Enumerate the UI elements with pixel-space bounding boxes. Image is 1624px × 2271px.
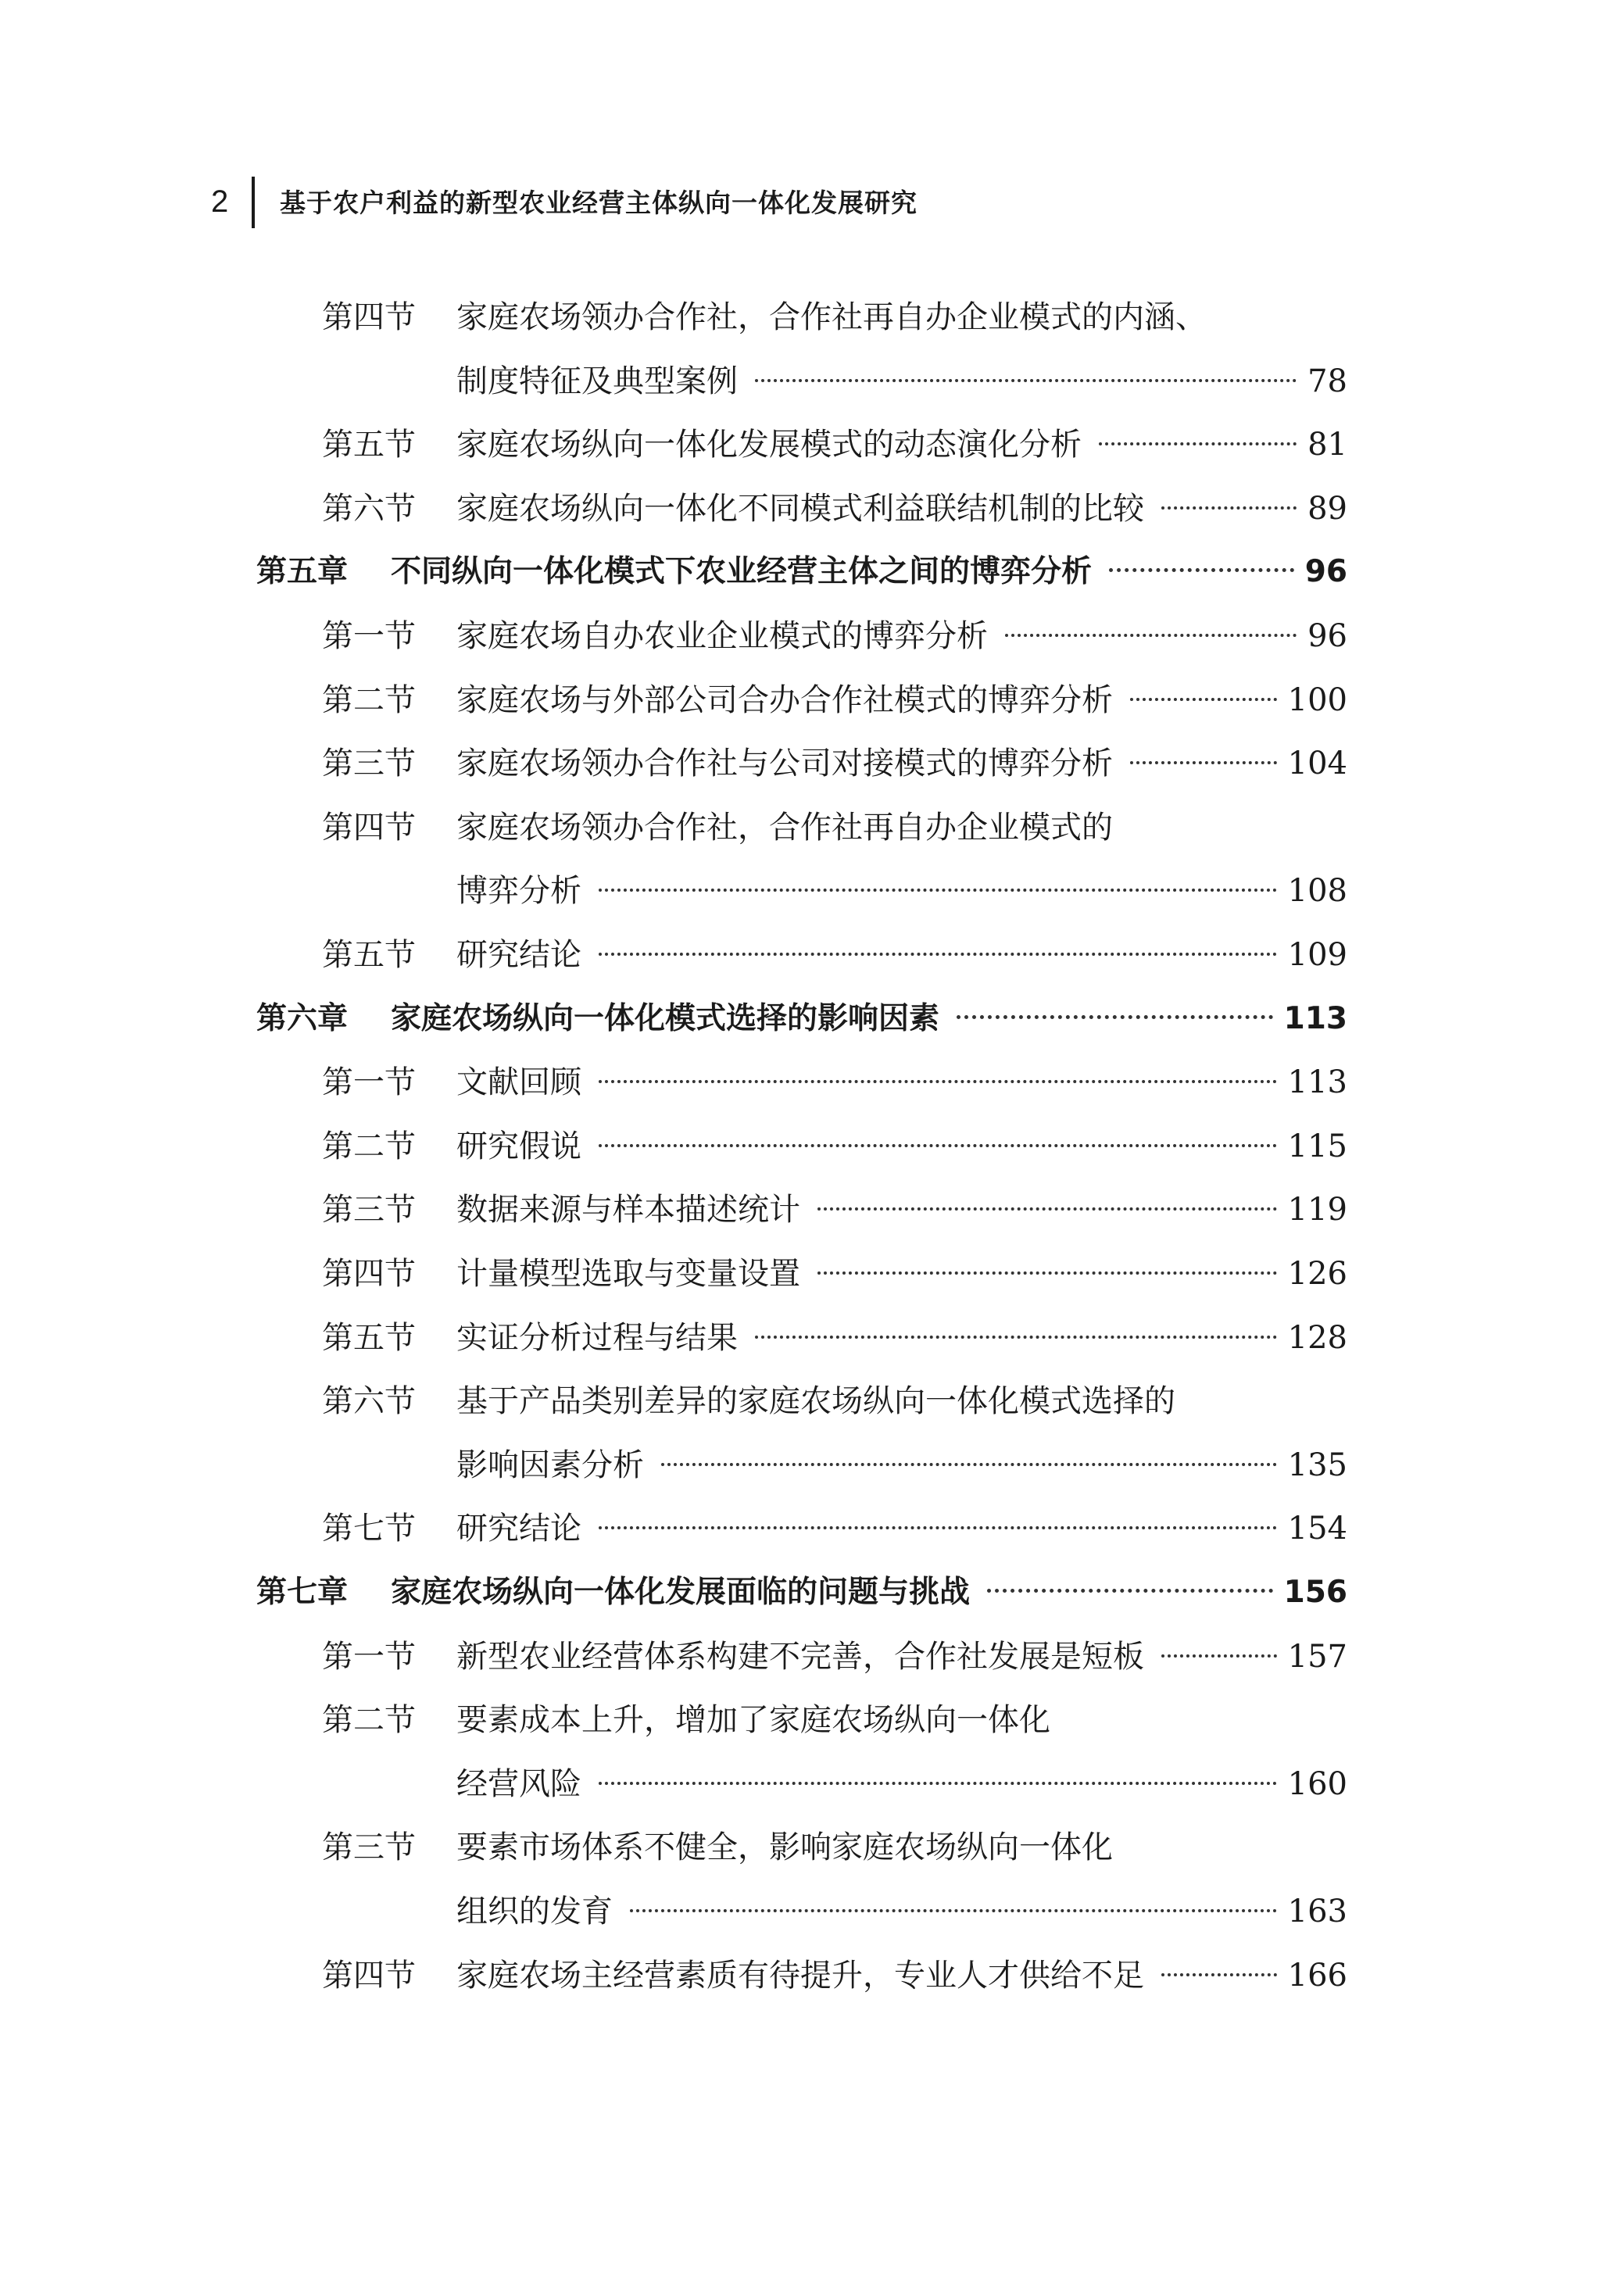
toc-section-entry[interactable] — [322, 1635, 1347, 1679]
section-label: 第六节 — [322, 1383, 416, 1419]
section-label: 第一节 — [322, 618, 416, 654]
entry-title: 文献回顾 — [456, 1064, 581, 1100]
dot-leader — [817, 1271, 1277, 1275]
entry-page-number: 115 — [1287, 1128, 1347, 1164]
entry-title: 新型农业经营体系构建不完善，合作社发展是短板 — [456, 1639, 1144, 1675]
dot-leader — [1161, 1654, 1277, 1658]
header-divider — [252, 177, 255, 228]
toc-entry-continuation[interactable] — [456, 359, 1347, 403]
entry-page-number: 81 — [1307, 427, 1347, 463]
entry-title: 基于产品类别差异的家庭农场纵向一体化模式选择的 — [456, 1383, 1175, 1419]
section-label: 第三节 — [322, 746, 416, 781]
entry-title: 实证分析过程与结果 — [456, 1320, 738, 1356]
entry-title: 不同纵向一体化模式下农业经营主体之间的博弈分析 — [391, 554, 1093, 589]
entry-page-number: 126 — [1287, 1256, 1347, 1292]
section-label: 第二节 — [322, 682, 416, 718]
dot-leader — [661, 1463, 1277, 1466]
toc-section-entry[interactable] — [322, 806, 1113, 849]
entry-title: 家庭农场纵向一体化不同模式利益联结机制的比较 — [456, 491, 1144, 527]
entry-title: 研究结论 — [456, 1511, 581, 1547]
chapter-label: 第七章 — [256, 1575, 349, 1610]
section-label: 第三节 — [322, 1829, 416, 1865]
toc-section-entry[interactable] — [322, 1188, 1347, 1232]
dot-leader — [599, 1144, 1277, 1147]
toc-section-entry[interactable] — [322, 1125, 1347, 1168]
dot-leader — [1161, 506, 1297, 510]
entry-page-number: 89 — [1307, 491, 1347, 527]
page-number: 2 — [211, 184, 229, 219]
entry-title: 博弈分析 — [456, 873, 581, 909]
entry-title: 家庭农场纵向一体化模式选择的影响因素 — [391, 1001, 940, 1036]
dot-leader — [1130, 761, 1277, 764]
toc-entry-continuation[interactable] — [456, 869, 1347, 913]
entry-page-number: 157 — [1287, 1639, 1347, 1675]
toc-section-entry[interactable] — [322, 1060, 1347, 1104]
toc-section-entry[interactable] — [322, 1316, 1347, 1360]
toc-section-entry[interactable] — [322, 933, 1347, 977]
entry-title: 影响因素分析 — [456, 1447, 644, 1483]
dot-leader — [817, 1207, 1277, 1211]
section-label: 第四节 — [322, 1958, 416, 1994]
entry-page-number: 78 — [1307, 363, 1347, 399]
entry-title: 数据来源与样本描述统计 — [456, 1192, 800, 1228]
toc-section-entry[interactable] — [322, 742, 1347, 785]
toc-section-entry[interactable] — [322, 1954, 1347, 1997]
entry-page-number: 100 — [1287, 682, 1347, 718]
entry-title: 家庭农场自办农业企业模式的博弈分析 — [456, 618, 988, 654]
dot-leader — [1130, 698, 1277, 701]
chapter-label: 第五章 — [256, 554, 349, 589]
dot-leader — [599, 1080, 1277, 1083]
dot-leader — [1161, 1973, 1277, 1976]
dot-leader — [987, 1589, 1273, 1593]
section-label: 第三节 — [322, 1192, 416, 1228]
section-label: 第六节 — [322, 491, 416, 527]
entry-title: 经营风险 — [456, 1766, 581, 1802]
entry-page-number: 128 — [1287, 1320, 1347, 1356]
dot-leader — [755, 379, 1297, 382]
section-label: 第七节 — [322, 1511, 416, 1547]
entry-title: 家庭农场纵向一体化发展面临的问题与挑战 — [391, 1575, 971, 1610]
section-label: 第二节 — [322, 1128, 416, 1164]
dot-leader — [1099, 442, 1297, 445]
toc-chapter-entry[interactable] — [256, 550, 1347, 594]
entry-page-number: 104 — [1287, 746, 1347, 781]
entry-page-number: 108 — [1287, 873, 1347, 909]
section-label: 第二节 — [322, 1702, 416, 1738]
entry-title: 组织的发育 — [456, 1894, 613, 1929]
dot-leader — [599, 1526, 1277, 1529]
toc-section-entry[interactable] — [322, 1826, 1113, 1869]
toc-section-entry[interactable] — [322, 423, 1347, 467]
toc-section-entry[interactable] — [322, 1252, 1347, 1296]
entry-page-number: 96 — [1304, 554, 1347, 589]
entry-page-number: 135 — [1287, 1447, 1347, 1483]
entry-title: 家庭农场领办合作社，合作社再自办企业模式的 — [456, 810, 1113, 846]
entry-page-number: 113 — [1287, 1064, 1347, 1100]
entry-title: 研究结论 — [456, 937, 581, 973]
section-label: 第一节 — [322, 1639, 416, 1675]
entry-page-number: 113 — [1283, 1001, 1347, 1036]
toc-section-entry[interactable] — [322, 614, 1347, 658]
entry-title: 家庭农场纵向一体化发展模式的动态演化分析 — [456, 427, 1082, 463]
section-label: 第五节 — [322, 937, 416, 973]
entry-page-number: 166 — [1287, 1958, 1347, 1994]
toc-section-entry[interactable] — [322, 295, 1207, 339]
section-label: 第五节 — [322, 1320, 416, 1356]
dot-leader — [630, 1909, 1277, 1912]
dot-leader — [599, 953, 1277, 956]
dot-leader — [599, 1782, 1277, 1785]
chapter-label: 第六章 — [256, 1001, 349, 1036]
entry-title: 要素成本上升，增加了家庭农场纵向一体化 — [456, 1702, 1050, 1738]
section-label: 第四节 — [322, 810, 416, 846]
dot-leader — [599, 889, 1277, 892]
toc-chapter-entry[interactable] — [256, 1571, 1347, 1615]
entry-page-number: 96 — [1307, 618, 1347, 654]
dot-leader — [957, 1015, 1273, 1019]
entry-title: 计量模型选取与变量设置 — [456, 1256, 800, 1292]
entry-title: 家庭农场主经营素质有待提升，专业人才供给不足 — [456, 1958, 1144, 1994]
toc-section-entry[interactable] — [322, 1507, 1347, 1550]
dot-leader — [755, 1336, 1277, 1339]
entry-page-number: 160 — [1287, 1766, 1347, 1802]
entry-title: 家庭农场领办合作社与公司对接模式的博弈分析 — [456, 746, 1113, 781]
section-label: 第五节 — [322, 427, 416, 463]
entry-page-number: 109 — [1287, 937, 1347, 973]
toc-entry-continuation[interactable] — [456, 1762, 1347, 1806]
entry-title: 家庭农场与外部公司合办合作社模式的博弈分析 — [456, 682, 1113, 718]
section-label: 第一节 — [322, 1064, 416, 1100]
toc-section-entry[interactable] — [322, 1379, 1175, 1423]
entry-title: 研究假说 — [456, 1128, 581, 1164]
toc-entry-continuation[interactable] — [456, 1443, 1347, 1487]
dot-leader — [1005, 634, 1297, 637]
entry-page-number: 119 — [1287, 1192, 1347, 1228]
entry-page-number: 156 — [1283, 1575, 1347, 1610]
toc-section-entry[interactable] — [322, 487, 1347, 531]
entry-title: 要素市场体系不健全，影响家庭农场纵向一体化 — [456, 1829, 1113, 1865]
running-header — [202, 181, 1421, 244]
entry-title: 制度特征及典型案例 — [456, 363, 738, 399]
section-label: 第四节 — [322, 299, 416, 335]
dot-leader — [1109, 568, 1294, 572]
section-label: 第四节 — [322, 1256, 416, 1292]
entry-page-number: 154 — [1287, 1511, 1347, 1547]
toc-section-entry[interactable] — [322, 678, 1347, 722]
book-title: 基于农户利益的新型农业经营主体纵向一体化发展研究 — [280, 188, 918, 218]
toc-entry-continuation[interactable] — [456, 1890, 1347, 1933]
toc-section-entry[interactable] — [322, 1698, 1050, 1742]
entry-title: 家庭农场领办合作社，合作社再自办企业模式的内涵、 — [456, 299, 1207, 335]
entry-page-number: 163 — [1287, 1894, 1347, 1929]
toc-chapter-entry[interactable] — [256, 997, 1347, 1041]
